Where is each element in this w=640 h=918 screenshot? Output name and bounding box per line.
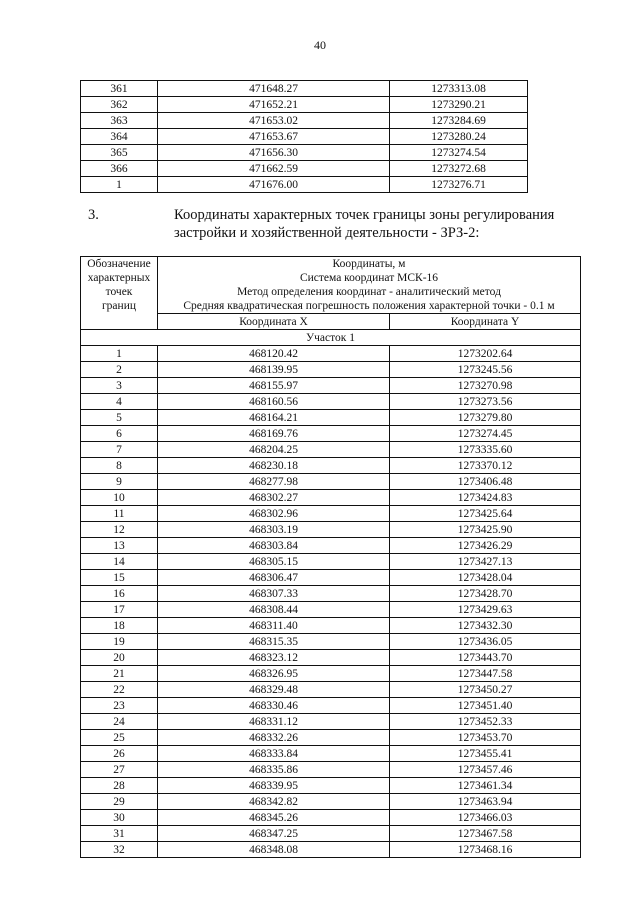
x-coordinate-cell: 468332.26 [158,730,390,746]
table-row [81,586,581,602]
x-coordinate-cell: 468329.48 [158,682,390,698]
point-cell: 16 [81,586,158,602]
x-coordinate-cell: 468164.21 [158,410,390,426]
y-coordinate-cell: 1273427.13 [390,554,581,570]
y-coordinate-cell: 1273290.21 [390,97,528,113]
point-cell: 25 [81,730,158,746]
table-row [81,778,581,794]
point-cell: 6 [81,426,158,442]
table-row [81,762,581,778]
section-number: 3. [88,207,99,223]
y-coordinate-cell: 1273450.27 [390,682,581,698]
table-row [81,826,581,842]
table-row [81,161,528,177]
point-cell: 17 [81,602,158,618]
point-cell: 19 [81,634,158,650]
point-cell: 2 [81,362,158,378]
point-cell: 363 [81,113,158,129]
y-coordinate-cell: 1273245.56 [390,362,581,378]
page-number: 40 [314,38,326,52]
point-cell: 366 [81,161,158,177]
header-info-line: Система координат МСК-16 [299,272,439,284]
x-coordinate-cell: 471662.59 [158,161,390,177]
y-coordinate-cell: 1273426.29 [390,538,581,554]
header-label-line: Обозначение [87,258,151,270]
x-coordinate-cell: 468306.47 [158,570,390,586]
y-coordinate-cell: 1273274.54 [390,145,528,161]
y-coordinate-cell: 1273202.64 [390,346,581,362]
x-coordinate-cell: 468348.08 [158,842,390,858]
point-cell: 13 [81,538,158,554]
point-cell: 7 [81,442,158,458]
header-info-line: Средняя квадратическая погрешность положения характерной точки - 0.1 м [183,300,555,312]
point-cell: 27 [81,762,158,778]
y-coordinate-cell: 1273428.70 [390,586,581,602]
x-coordinate-cell: 471653.02 [158,113,390,129]
y-coordinate-cell: 1273273.56 [390,394,581,410]
x-coordinate-cell: 468331.12 [158,714,390,730]
top-table-body [81,81,528,193]
point-cell: 18 [81,618,158,634]
table-row [81,442,581,458]
y-coordinate-cell: 1273284.69 [390,113,528,129]
table-row [81,666,581,682]
y-coordinate-cell: 1273313.08 [390,81,528,97]
point-cell: 5 [81,410,158,426]
table-row [81,554,581,570]
y-coordinate-cell: 1273432.30 [390,618,581,634]
x-coordinate-cell: 468305.15 [158,554,390,570]
x-coordinate-cell: 471652.21 [158,97,390,113]
point-cell: 22 [81,682,158,698]
point-cell: 29 [81,794,158,810]
x-coordinate-cell: 471648.27 [158,81,390,97]
x-coordinate-cell: 468303.84 [158,538,390,554]
x-coordinate-cell: 468204.25 [158,442,390,458]
x-coordinate-cell: 468311.40 [158,618,390,634]
section-title-line-1: Координаты характерных точек границы зоны регулирования [174,207,555,223]
point-cell: 10 [81,490,158,506]
table-row [81,682,581,698]
point-cell: 31 [81,826,158,842]
point-cell: 1 [81,346,158,362]
x-coordinate-cell: 468302.96 [158,506,390,522]
point-cell: 15 [81,570,158,586]
point-cell: 4 [81,394,158,410]
x-coordinate-cell: 471656.30 [158,145,390,161]
header-label-line: точек [105,286,133,298]
table-row [81,522,581,538]
point-cell: 9 [81,474,158,490]
table-row [81,650,581,666]
header-coordinates-info [158,257,581,314]
point-cell: 11 [81,506,158,522]
point-cell: 3 [81,378,158,394]
top-coordinates-table [80,80,528,193]
x-coordinate-cell: 468169.76 [158,426,390,442]
y-coordinate-cell: 1273428.04 [390,570,581,586]
y-coordinate-cell: 1273466.03 [390,810,581,826]
section-title [174,206,590,242]
x-coordinate-cell: 468330.46 [158,698,390,714]
y-coordinate-cell: 1273447.58 [390,666,581,682]
table-row [81,490,581,506]
y-coordinate-cell: 1273425.90 [390,522,581,538]
y-coordinate-cell: 1273280.24 [390,129,528,145]
table-row [81,81,528,97]
x-coordinate-cell: 471676.00 [158,177,390,193]
y-coordinate-cell: 1273272.68 [390,161,528,177]
x-coordinate-cell: 468347.25 [158,826,390,842]
y-coordinate-cell: 1273270.98 [390,378,581,394]
x-coordinate-cell: 468302.27 [158,490,390,506]
point-cell: 362 [81,97,158,113]
y-coordinate-cell: 1273370.12 [390,458,581,474]
table-row [81,634,581,650]
point-cell: 1 [81,177,158,193]
point-cell: 14 [81,554,158,570]
plot-label: Участок 1 [81,330,581,346]
x-coordinate-cell: 468303.19 [158,522,390,538]
table-row [81,794,581,810]
table-row [81,746,581,762]
y-coordinate-cell: 1273457.46 [390,762,581,778]
x-coordinate-cell: 468308.44 [158,602,390,618]
main-coordinates-table [80,256,581,858]
x-coordinate-cell: 471653.67 [158,129,390,145]
y-coordinate-cell: 1273452.33 [390,714,581,730]
x-coordinate-cell: 468335.86 [158,762,390,778]
point-cell: 361 [81,81,158,97]
x-coordinate-cell: 468307.33 [158,586,390,602]
table-row [81,810,581,826]
table-row [81,426,581,442]
y-coordinate-cell: 1273455.41 [390,746,581,762]
y-coordinate-cell: 1273451.40 [390,698,581,714]
table-row [81,714,581,730]
table-row [81,362,581,378]
table-row [81,145,528,161]
table-row [81,842,581,858]
table-row [81,538,581,554]
table-row [81,177,528,193]
y-coordinate-cell: 1273468.16 [390,842,581,858]
point-cell: 20 [81,650,158,666]
header-label-line: характерных [87,272,151,284]
x-coordinate-cell: 468333.84 [158,746,390,762]
table-row [81,458,581,474]
table-row [81,378,581,394]
table-row [81,394,581,410]
point-cell: 32 [81,842,158,858]
table-row [81,346,581,362]
y-coordinate-cell: 1273406.48 [390,474,581,490]
y-coordinate-cell: 1273443.70 [390,650,581,666]
point-cell: 30 [81,810,158,826]
y-coordinate-cell: 1273463.94 [390,794,581,810]
y-coordinate-cell: 1273436.05 [390,634,581,650]
y-coordinate-cell: 1273461.34 [390,778,581,794]
point-cell: 8 [81,458,158,474]
table-row [81,602,581,618]
x-coordinate-cell: 468120.42 [158,346,390,362]
y-coordinate-cell: 1273453.70 [390,730,581,746]
table-row [81,730,581,746]
header-info-line: Метод определения координат - аналитический метод [237,286,501,298]
x-coordinate-cell: 468345.26 [158,810,390,826]
table-row [81,698,581,714]
column-header-y: Координата Y [390,314,581,330]
point-cell: 24 [81,714,158,730]
point-cell: 365 [81,145,158,161]
x-coordinate-cell: 468139.95 [158,362,390,378]
table-row [81,506,581,522]
x-coordinate-cell: 468155.97 [158,378,390,394]
table-row [81,113,528,129]
header-row [81,257,581,314]
header-info-line: Координаты, м [332,258,406,270]
point-cell: 12 [81,522,158,538]
table-row [81,618,581,634]
point-cell: 28 [81,778,158,794]
table-row [81,474,581,490]
point-cell: 21 [81,666,158,682]
y-coordinate-cell: 1273424.83 [390,490,581,506]
main-table-body [81,257,581,858]
y-coordinate-cell: 1273429.63 [390,602,581,618]
x-coordinate-cell: 468342.82 [158,794,390,810]
x-coordinate-cell: 468323.12 [158,650,390,666]
x-coordinate-cell: 468230.18 [158,458,390,474]
x-coordinate-cell: 468326.95 [158,666,390,682]
header-label-line: границ [101,300,137,312]
y-coordinate-cell: 1273467.58 [390,826,581,842]
y-coordinate-cell: 1273279.80 [390,410,581,426]
x-coordinate-cell: 468315.35 [158,634,390,650]
x-coordinate-cell: 468339.95 [158,778,390,794]
y-coordinate-cell: 1273335.60 [390,442,581,458]
column-header-x: Координата X [158,314,390,330]
x-coordinate-cell: 468277.98 [158,474,390,490]
table-row [81,129,528,145]
y-coordinate-cell: 1273276.71 [390,177,528,193]
table-row [81,570,581,586]
table-row [81,410,581,426]
y-coordinate-cell: 1273274.45 [390,426,581,442]
plot-row [81,330,581,346]
y-coordinate-cell: 1273425.64 [390,506,581,522]
point-cell: 23 [81,698,158,714]
header-point-label [81,257,158,330]
x-coordinate-cell: 468160.56 [158,394,390,410]
section-title-line-2: застройки и хозяйственной деятельности - ЗРЗ-2: [174,225,480,241]
point-cell: 364 [81,129,158,145]
table-row [81,97,528,113]
point-cell: 26 [81,746,158,762]
